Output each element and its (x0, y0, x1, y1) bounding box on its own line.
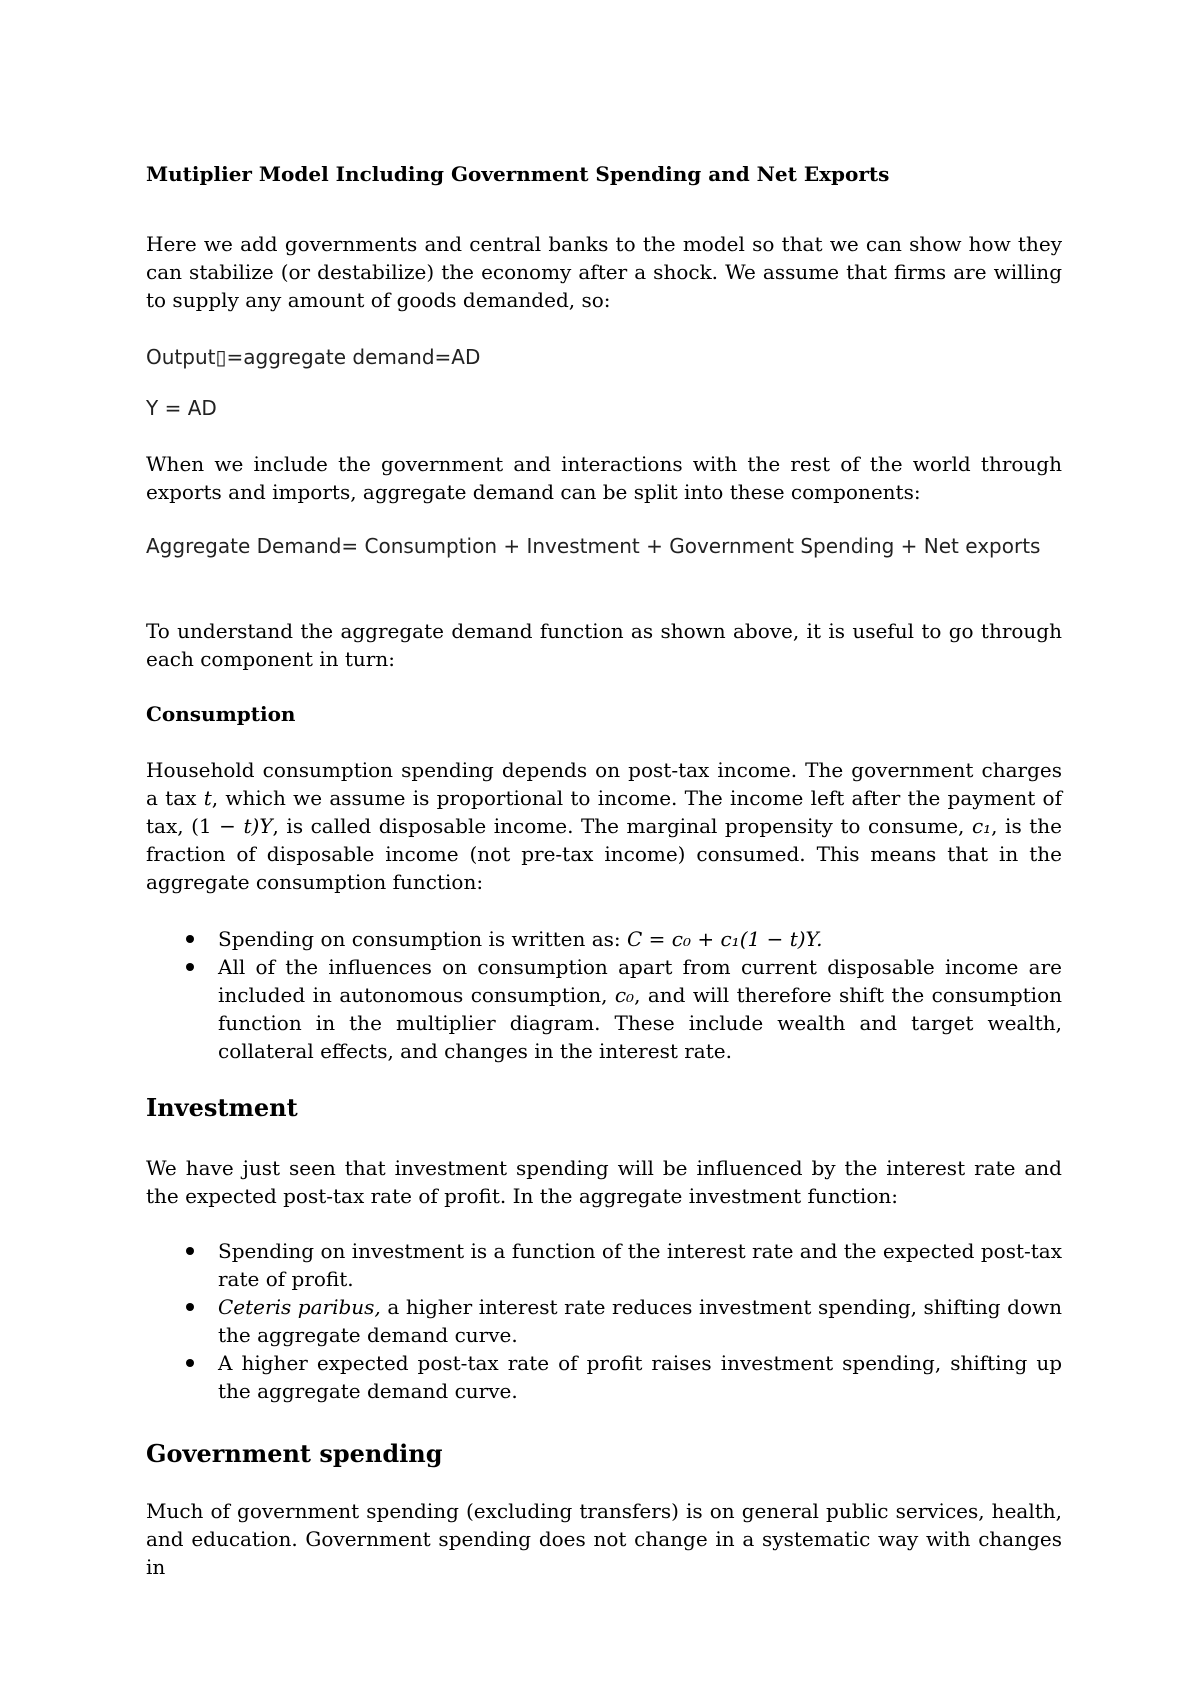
bullet-text: Spending on consumption is written as: (218, 927, 628, 951)
bullet-icon (186, 1359, 194, 1367)
tax-symbol: t (203, 786, 212, 810)
investment-paragraph: We have just seen that investment spending will be influenced by the interest rate and the expected post-tax rate of profit. In the aggregate investment function: (146, 1156, 1062, 1208)
list-item (146, 1349, 1062, 1405)
consumption-text-1: Household consumption spending depends on post-tax income. The government charges a tax (146, 758, 1062, 810)
bullet-text: , and will therefore shift the consumption function in the multiplier diagram. These include wealth and target wealth, collateral effects, and changes in the interest rate. (218, 983, 1062, 1063)
consumption-paragraph (146, 756, 1062, 896)
list-item (146, 1237, 1062, 1293)
consumption-bullet-list (146, 925, 1062, 1065)
intro-paragraph: Here we add governments and central banks to the model so that we can show how they can stabilize (or destabilize) the economy after a shock. We assume that firms are willing to supply any amount of goods demanded, so: (146, 232, 1062, 312)
investment-bullet-list (146, 1237, 1062, 1405)
document-title: Mutiplier Model Including Government Spending and Net Exports (146, 162, 890, 186)
ceteris-paribus-text: Ceteris paribus, (218, 1295, 381, 1319)
list-item (146, 1293, 1062, 1349)
bullet-text: A higher expected post-tax rate of profit raises investment spending, shifting up the aggregate demand curve. (218, 1351, 1062, 1403)
component-turn-paragraph: To understand the aggregate demand function as shown above, it is useful to go through each component in turn: (146, 619, 1062, 671)
disposable-income-symbol: t)Y (243, 814, 273, 838)
government-spending-paragraph: Much of government spending (excluding transfers) is on general public services, health, and education. Government spending does not change in a systematic way with changes in (146, 1499, 1062, 1579)
government-spending-heading: Government spending (146, 1439, 443, 1468)
equation-y-ad: Y = AD (146, 396, 217, 420)
consumption-heading: Consumption (146, 702, 296, 726)
components-intro-paragraph: When we include the government and interactions with the rest of the world through exports and imports, aggregate demand can be split into these components: (146, 452, 1062, 504)
bullet-text: a higher interest rate reduces investment spending, shifting down the aggregate demand curve. (218, 1295, 1062, 1347)
bullet-text: Spending on investment is a function of the interest rate and the expected post-tax rate of profit. (218, 1239, 1062, 1291)
mpc-symbol: c₁ (971, 814, 992, 838)
consumption-text-2: , which we assume is proportional to income. The income left after the payment of tax, (1 − (146, 786, 1063, 838)
investment-heading: Investment (146, 1093, 298, 1122)
equation-output: Output▯=aggregate demand=AD (146, 345, 481, 369)
consumption-formula: C = c₀ + c₁(1 − t)Y. (627, 927, 823, 951)
bullet-icon (186, 963, 194, 971)
aggregate-demand-equation: Aggregate Demand= Consumption + Investment + Government Spending + Net exports (146, 534, 1041, 558)
bullet-icon (186, 1247, 194, 1255)
list-item (146, 925, 1062, 953)
bullet-icon (186, 1303, 194, 1311)
consumption-text-3: , is called disposable income. The marginal propensity to consume, (272, 814, 972, 838)
bullet-icon (186, 935, 194, 943)
consumption-text-4: , is the fraction of disposable income (not pre-tax income) consumed. This means that in the aggregate consumption function: (146, 814, 1062, 894)
bullet-text: All of the influences on consumption apart from current disposable income are included in autonomous consumption, (218, 955, 1062, 1007)
list-item (146, 953, 1062, 1065)
autonomous-consumption-symbol: c₀ (614, 983, 635, 1007)
